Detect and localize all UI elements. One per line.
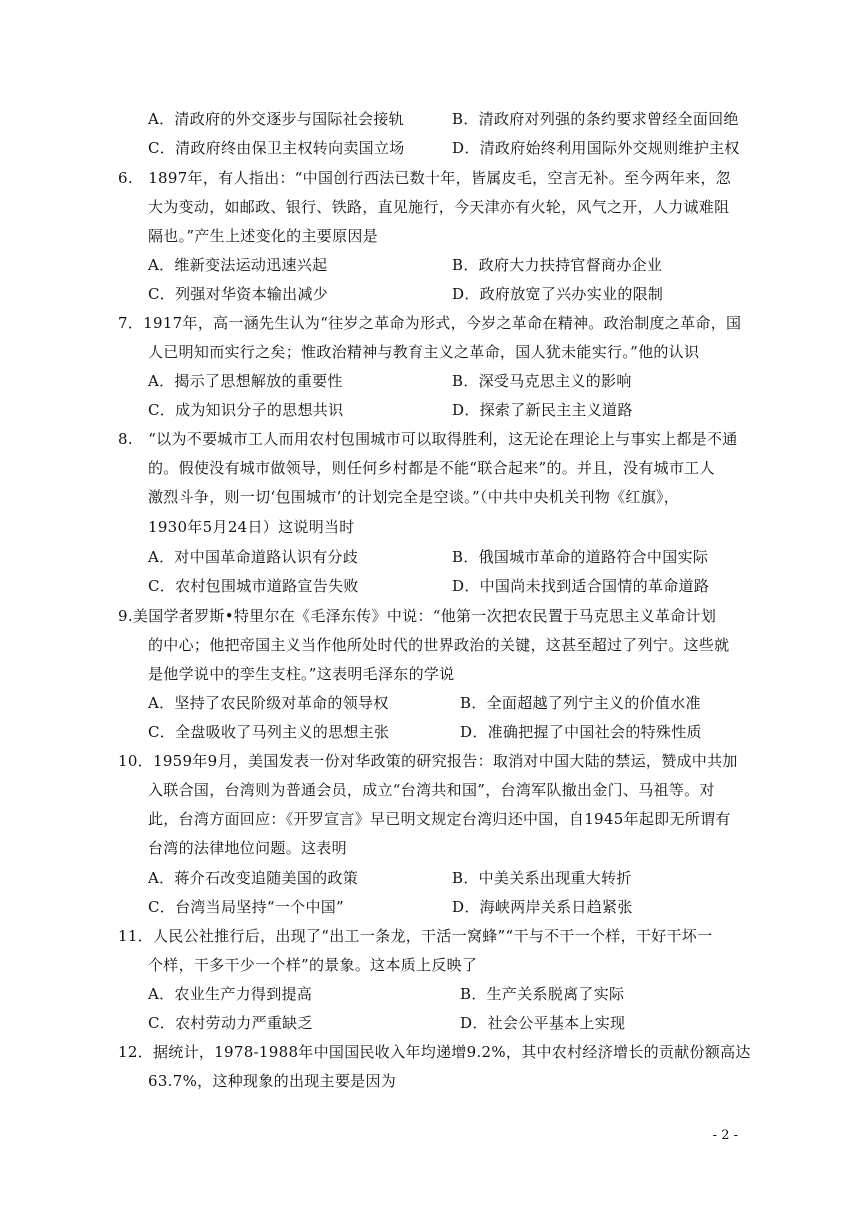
- q5-option-c: C．清政府终由保卫主权转向卖国立场: [148, 139, 405, 157]
- q9-stem-line: 是他学说中的孪生支柱。”这表明毛泽东的学说: [148, 665, 455, 683]
- q10-option-a: A．蒋介石改变追随美国的政策: [148, 869, 359, 887]
- q7-option-b: B．深受马克思主义的影响: [452, 372, 632, 390]
- q7-stem-line: 7．1917年，高一涵先生认为“往岁之革命为形式，今岁之革命在精神。政治制度之革命，国: [118, 314, 742, 332]
- q6-stem-line: 隔也。”产生上述变化的主要原因是: [148, 227, 378, 245]
- q6-option-b: B．政府大力扶持官督商办企业: [452, 256, 663, 274]
- q6-stem-line: 大为变动，如邮政、银行、铁路，直见施行，今天津亦有火轮，风气之开，人力诚难阻: [148, 198, 730, 216]
- q11-option-a: A．农业生产力得到提高: [148, 985, 313, 1003]
- q10-stem-line: 此，台湾方面回应：《开罗宣言》早已明文规定台湾归还中国，自1945年起即无所谓有: [148, 810, 731, 828]
- page-number: - 2 -: [712, 1128, 738, 1143]
- q8-stem-line: 8. “以为不要城市工人而用农村包围城市可以取得胜利，这无论在理论上与事实上都是不通: [118, 430, 738, 448]
- q7-option-d: D．探索了新民主主义道路: [452, 401, 633, 419]
- q6-option-c: C．列强对华资本输出减少: [148, 285, 329, 303]
- q10-stem-line: 10．1959年9月，美国发表一份对华政策的研究报告：取消对中国大陆的禁运，赞成中共加: [118, 752, 738, 770]
- q7-option-c: C．成为知识分子的思想共识: [148, 401, 344, 419]
- q8-stem-line: 的。假使没有城市做领导，则任何乡村都是不能“联合起来”的。并且，没有城市工人: [148, 459, 715, 477]
- q11-option-c: C．农村劳动力严重缺乏: [148, 1014, 313, 1032]
- q10-stem-line: 入联合国，台湾则为普通会员，成立“台湾共和国”，台湾军队撤出金门、马祖等。对: [148, 781, 715, 799]
- q8-option-a: A．对中国革命道路认识有分歧: [148, 548, 359, 566]
- q9-option-b: B．全面超越了列宁主义的价值水准: [460, 694, 701, 712]
- q11-stem-line: 个样，干多干少一个样”的景象。这本质上反映了: [148, 956, 478, 974]
- q10-stem-line: 台湾的法律地位问题。这表明: [148, 839, 347, 857]
- q8-stem-line: 激烈斗争，则一切‘包围城市’的计划完全是空谈。”（中共中央机关刊物《红旗》，: [148, 488, 680, 506]
- q8-stem-line: 1930年5月24日）这说明当时: [148, 518, 355, 536]
- q5-option-d: D．清政府始终利用国际外交规则维护主权: [452, 139, 740, 157]
- q7-option-a: A．揭示了思想解放的重要性: [148, 372, 343, 390]
- q9-option-a: A．坚持了农民阶级对革命的领导权: [148, 694, 389, 712]
- q10-option-b: B．中美关系出现重大转折: [452, 869, 632, 887]
- q9-stem-line: 9.美国学者罗斯•特里尔在《毛泽东传》中说：“他第一次把农民置于马克思主义革命计划: [118, 607, 717, 625]
- q9-stem-line: 的中心；他把帝国主义当作他所处时代的世界政治的关键，这甚至超过了列宁。这些就: [148, 636, 730, 654]
- q11-option-b: B．生产关系脱离了实际: [460, 985, 625, 1003]
- q8-option-b: B．俄国城市革命的道路符合中国实际: [452, 548, 709, 566]
- q11-option-d: D．社会公平基本上实现: [460, 1014, 626, 1032]
- q6-stem-line: 6. 1897年，有人指出：“中国创行西法已数十年，皆属皮毛，空言无补。至今两年来，忽: [118, 169, 732, 187]
- q6-option-a: A．维新变法运动迅速兴起: [148, 256, 328, 274]
- q10-option-c: C．台湾当局坚持“一个中国”: [148, 898, 345, 916]
- q5-option-b: B．清政府对列强的条约要求曾经全面回绝: [452, 110, 739, 128]
- q10-option-d: D．海峡两岸关系日趋紧张: [452, 898, 633, 916]
- q8-option-d: D．中国尚未找到适合国情的革命道路: [452, 577, 710, 595]
- q5-option-a: A．清政府的外交逐步与国际社会接轨: [148, 110, 404, 128]
- q9-option-c: C．全盘吸收了马列主义的思想主张: [148, 723, 390, 741]
- q12-stem-line: 63.7%，这种现象的出现主要是因为: [148, 1072, 397, 1090]
- q8-option-c: C．农村包围城市道路宣告失败: [148, 577, 359, 595]
- q12-stem-line: 12．据统计，1978-1988年中国国民收入年均递增9.2%，其中农村经济增长的贡献份额高达: [118, 1043, 751, 1061]
- q7-stem-line: 人已明知而实行之矣；惟政治精神与教育主义之革命，国人犹未能实行。”他的认识: [148, 343, 700, 361]
- q9-option-d: D．准确把握了中国社会的特殊性质: [460, 723, 702, 741]
- q6-option-d: D．政府放宽了兴办实业的限制: [452, 285, 664, 303]
- q11-stem-line: 11．人民公社推行后，出现了“出工一条龙，干活一窝蜂”“干与不干一个样，干好干坏一: [118, 927, 713, 945]
